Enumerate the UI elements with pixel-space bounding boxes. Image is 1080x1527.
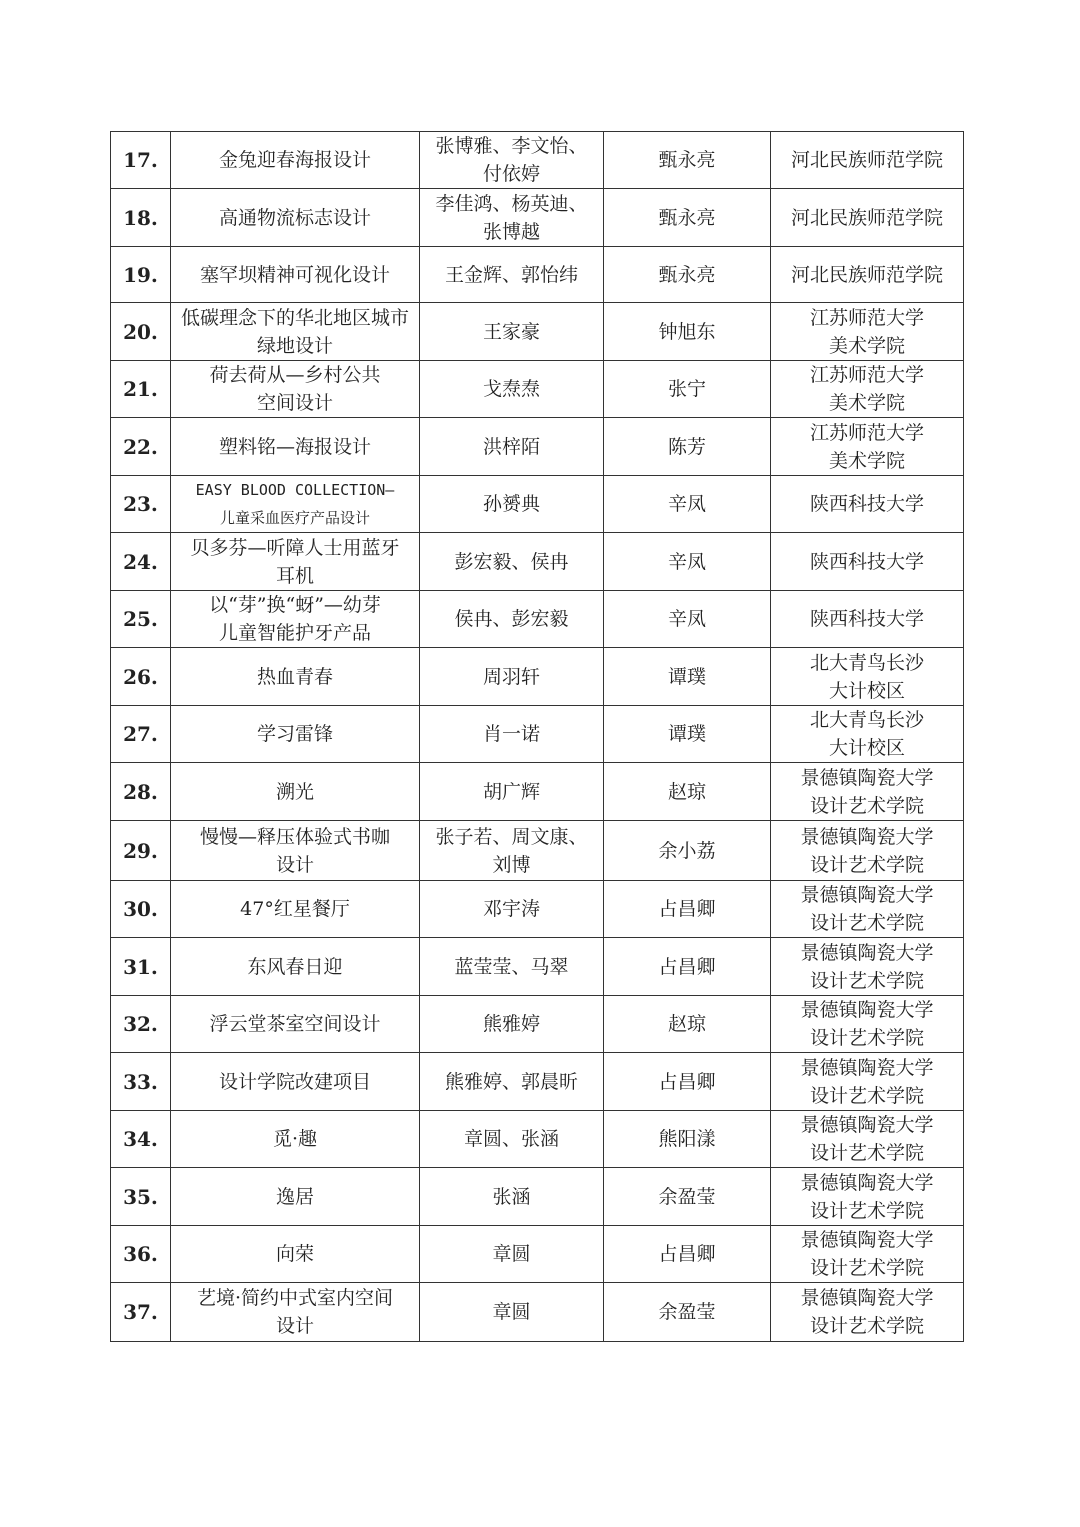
cell-authors — [420, 938, 604, 996]
cell-school-line: 江苏师范大学 — [809, 421, 924, 444]
cell-school-line: 设计艺术学院 — [809, 969, 924, 992]
cell-school-line: 景德镇陶瓷大学 — [800, 1229, 934, 1251]
cell-authors — [420, 1168, 604, 1226]
cell-advisor-line: 张宁 — [667, 378, 706, 400]
cell-authors — [420, 476, 604, 533]
table-row — [111, 1283, 964, 1342]
cell-title-line: 塞罕坝精神可视化设计 — [199, 263, 390, 286]
cell-authors-line: 彭宏毅、侯冉 — [454, 550, 569, 573]
cell-authors — [420, 132, 604, 189]
cell-number: 28. — [111, 763, 171, 821]
cell-title-line: 荷去荷从—乡村公共 — [209, 364, 381, 386]
cell-advisor — [604, 476, 771, 533]
cell-title — [171, 1053, 420, 1111]
cell-title-line: 耳机 — [275, 564, 314, 587]
cell-title — [171, 881, 420, 938]
cell-authors-line: 蓝莹莹、马翠 — [454, 955, 569, 978]
cell-authors — [420, 763, 604, 821]
cell-authors — [420, 361, 604, 418]
cell-number: 27. — [111, 706, 171, 763]
cell-school — [771, 303, 964, 361]
cell-school — [771, 533, 964, 591]
cell-title — [171, 648, 420, 706]
cell-number: 31. — [111, 938, 171, 996]
table-row — [111, 132, 964, 189]
table-row — [111, 938, 964, 996]
cell-authors-line: 王金辉、郭怡纬 — [444, 263, 578, 286]
table-row — [111, 881, 964, 938]
cell-school-line: 设计艺术学院 — [809, 1257, 924, 1279]
cell-advisor — [604, 132, 771, 189]
cell-school-line: 设计艺术学院 — [809, 1315, 924, 1337]
cell-authors — [420, 1226, 604, 1283]
cell-advisor — [604, 1226, 771, 1283]
cell-advisor-line: 余盈莹 — [658, 1301, 716, 1323]
table-row — [111, 1168, 964, 1226]
cell-title — [171, 1111, 420, 1168]
table-row — [111, 648, 964, 706]
cell-title-line: EASY BLOOD COLLECTION— — [195, 481, 395, 499]
cell-school-line: 设计艺术学院 — [809, 1142, 924, 1164]
cell-title — [171, 821, 420, 881]
cell-title-line: 儿童采血医疗产品设计 — [219, 509, 370, 527]
cell-school-line: 设计艺术学院 — [809, 1084, 924, 1107]
cell-authors-line: 张涵 — [492, 1185, 531, 1208]
cell-number: 22. — [111, 418, 171, 476]
cell-school-line: 大计校区 — [828, 737, 905, 759]
cell-number: 17. — [111, 132, 171, 189]
cell-school — [771, 1111, 964, 1168]
cell-advisor-line: 甄永亮 — [658, 206, 716, 229]
cell-advisor-line: 陈芳 — [667, 435, 706, 458]
cell-school — [771, 476, 964, 533]
cell-title — [171, 189, 420, 247]
cell-authors-line: 侯冉、彭宏毅 — [454, 608, 569, 630]
cell-authors-line: 章圆 — [492, 1243, 531, 1265]
cell-school-line: 景德镇陶瓷大学 — [800, 941, 934, 964]
cell-advisor — [604, 189, 771, 247]
cell-advisor — [604, 881, 771, 938]
cell-school-line: 景德镇陶瓷大学 — [800, 1114, 934, 1136]
cell-title-line: 低碳理念下的华北地区城市 — [180, 306, 409, 329]
cell-school — [771, 189, 964, 247]
cell-advisor — [604, 247, 771, 303]
cell-school-line: 景德镇陶瓷大学 — [800, 999, 934, 1021]
cell-school-line: 设计艺术学院 — [809, 912, 924, 934]
cell-authors — [420, 648, 604, 706]
cell-school-line: 河北民族师范学院 — [790, 263, 943, 286]
cell-school-line: 景德镇陶瓷大学 — [800, 825, 934, 848]
cell-advisor — [604, 938, 771, 996]
cell-advisor — [604, 591, 771, 648]
cell-advisor-line: 辛凤 — [667, 550, 706, 573]
cell-number: 29. — [111, 821, 171, 881]
table-row — [111, 763, 964, 821]
cell-school — [771, 996, 964, 1053]
cell-advisor-line: 余小荔 — [658, 839, 716, 862]
cell-number: 23. — [111, 476, 171, 533]
table-row — [111, 1111, 964, 1168]
cell-advisor — [604, 1111, 771, 1168]
table-row — [111, 1053, 964, 1111]
cell-title-line: 浮云堂茶室空间设计 — [209, 1013, 381, 1035]
cell-school — [771, 418, 964, 476]
cell-authors — [420, 189, 604, 247]
cell-advisor-line: 辛凤 — [667, 493, 706, 515]
cell-school-line: 设计艺术学院 — [809, 1027, 924, 1049]
cell-number: 21. — [111, 361, 171, 418]
cell-school — [771, 1053, 964, 1111]
cell-title — [171, 591, 420, 648]
cell-title-line: 逸居 — [275, 1185, 314, 1208]
cell-advisor-line: 占昌卿 — [658, 1243, 716, 1265]
cell-title — [171, 476, 420, 533]
cell-number: 32. — [111, 996, 171, 1053]
cell-title-line: 高通物流标志设计 — [218, 206, 371, 229]
cell-school-line: 河北民族师范学院 — [790, 206, 943, 229]
cell-title-line: 塑料铭—海报设计 — [218, 435, 371, 458]
cell-school-line: 设计艺术学院 — [809, 853, 924, 876]
cell-advisor-line: 熊阳漾 — [658, 1128, 716, 1150]
cell-school — [771, 763, 964, 821]
cell-title — [171, 533, 420, 591]
cell-authors-line: 张子若、周文康、 — [435, 825, 588, 848]
cell-authors-line: 邓宇涛 — [482, 898, 540, 920]
cell-advisor-line: 甄永亮 — [658, 149, 716, 171]
cell-school-line: 北大青鸟长沙 — [809, 651, 924, 674]
cell-school-line: 设计艺术学院 — [809, 1199, 924, 1222]
cell-authors — [420, 881, 604, 938]
cell-school-line: 江苏师范大学 — [809, 364, 924, 386]
cell-school-line: 江苏师范大学 — [809, 306, 924, 329]
cell-school-line: 河北民族师范学院 — [790, 149, 943, 171]
cell-school-line: 景德镇陶瓷大学 — [800, 1171, 934, 1194]
table-row — [111, 247, 964, 303]
cell-title-line: 设计学院改建项目 — [218, 1070, 371, 1093]
cell-title-line: 绿地设计 — [256, 334, 333, 357]
cell-advisor-line: 占昌卿 — [658, 1070, 716, 1093]
cell-school-line: 陕西科技大学 — [809, 608, 924, 630]
table-row — [111, 189, 964, 247]
cell-authors — [420, 706, 604, 763]
cell-advisor — [604, 706, 771, 763]
cell-advisor — [604, 763, 771, 821]
cell-authors-line: 付依婷 — [482, 163, 540, 185]
cell-authors-line: 洪梓陌 — [482, 435, 540, 458]
cell-title — [171, 996, 420, 1053]
cell-authors — [420, 1053, 604, 1111]
cell-authors-line: 胡广辉 — [482, 780, 540, 803]
cell-title-line: 东风春日迎 — [247, 955, 343, 978]
cell-advisor-line: 占昌卿 — [658, 898, 716, 920]
cell-advisor-line: 余盈莹 — [658, 1185, 716, 1208]
cell-title — [171, 361, 420, 418]
cell-school — [771, 648, 964, 706]
cell-school-line: 美术学院 — [828, 449, 905, 472]
table-row — [111, 706, 964, 763]
cell-authors — [420, 533, 604, 591]
cell-school-line: 景德镇陶瓷大学 — [800, 1056, 934, 1079]
cell-authors — [420, 591, 604, 648]
cell-advisor — [604, 821, 771, 881]
cell-authors — [420, 303, 604, 361]
cell-advisor-line: 谭璞 — [667, 723, 706, 745]
cell-title-line: 以“芽”换“蚜”—幼芽 — [209, 594, 381, 616]
cell-advisor — [604, 648, 771, 706]
cell-authors-line: 戈焘焘 — [482, 378, 540, 400]
cell-title — [171, 132, 420, 189]
cell-advisor-line: 占昌卿 — [658, 955, 716, 978]
cell-school-line: 陕西科技大学 — [809, 550, 924, 573]
cell-title-line: 空间设计 — [256, 392, 333, 414]
cell-number: 20. — [111, 303, 171, 361]
cell-authors-line: 章圆、张涵 — [463, 1128, 559, 1150]
cell-title-line: 设计 — [275, 1315, 314, 1337]
cell-title — [171, 706, 420, 763]
cell-school — [771, 938, 964, 996]
cell-number: 36. — [111, 1226, 171, 1283]
cell-advisor — [604, 1053, 771, 1111]
table-row — [111, 591, 964, 648]
table-row — [111, 821, 964, 881]
cell-school-line: 大计校区 — [828, 679, 905, 702]
cell-school — [771, 247, 964, 303]
cell-authors — [420, 1283, 604, 1342]
cell-title — [171, 303, 420, 361]
cell-title-line: 设计 — [275, 853, 314, 876]
cell-authors-line: 刘博 — [492, 853, 531, 876]
cell-school-line: 北大青鸟长沙 — [809, 709, 924, 731]
cell-school — [771, 821, 964, 881]
cell-school-line: 景德镇陶瓷大学 — [800, 884, 934, 906]
cell-title-line: 觅·趣 — [272, 1128, 318, 1150]
table-row — [111, 418, 964, 476]
cell-advisor-line: 甄永亮 — [658, 263, 716, 286]
cell-school — [771, 1283, 964, 1342]
cell-advisor — [604, 361, 771, 418]
cell-authors — [420, 821, 604, 881]
cell-title — [171, 763, 420, 821]
cell-advisor — [604, 1283, 771, 1342]
table-row — [111, 533, 964, 591]
cell-title-line: 慢慢—释压体验式书咖 — [199, 825, 390, 848]
cell-advisor-line: 钟旭东 — [658, 320, 716, 343]
cell-title-line: 47°红星餐厅 — [240, 898, 350, 920]
cell-title — [171, 938, 420, 996]
cell-authors-line: 孙赟典 — [482, 493, 540, 515]
cell-advisor — [604, 303, 771, 361]
cell-title-line: 艺境·简约中式室内空间 — [196, 1287, 394, 1309]
cell-school — [771, 361, 964, 418]
cell-advisor — [604, 1168, 771, 1226]
cell-school — [771, 591, 964, 648]
cell-authors — [420, 1111, 604, 1168]
cell-number: 25. — [111, 591, 171, 648]
cell-authors-line: 张博越 — [482, 220, 540, 243]
cell-authors — [420, 247, 604, 303]
cell-authors-line: 肖一诺 — [482, 723, 540, 745]
cell-advisor-line: 赵琼 — [667, 780, 706, 803]
cell-title — [171, 1168, 420, 1226]
cell-title-line: 向荣 — [275, 1243, 314, 1265]
cell-title-line: 学习雷锋 — [256, 723, 333, 745]
cell-authors-line: 章圆 — [492, 1301, 531, 1323]
cell-title-line: 金兔迎春海报设计 — [218, 149, 371, 171]
cell-title — [171, 247, 420, 303]
cell-number: 18. — [111, 189, 171, 247]
cell-school-line: 设计艺术学院 — [809, 794, 924, 817]
cell-school — [771, 1168, 964, 1226]
cell-authors-line: 王家豪 — [482, 320, 540, 343]
cell-number: 34. — [111, 1111, 171, 1168]
cell-advisor — [604, 996, 771, 1053]
cell-school — [771, 132, 964, 189]
cell-number: 26. — [111, 648, 171, 706]
cell-advisor — [604, 533, 771, 591]
cell-school-line: 景德镇陶瓷大学 — [800, 1287, 934, 1309]
cell-advisor — [604, 418, 771, 476]
cell-number: 33. — [111, 1053, 171, 1111]
cell-authors-line: 周羽轩 — [482, 665, 540, 688]
cell-authors-line: 熊雅婷 — [482, 1013, 540, 1035]
cell-number: 24. — [111, 533, 171, 591]
cell-authors-line: 李佳鸿、杨英迪、 — [435, 192, 588, 215]
cell-advisor-line: 辛凤 — [667, 608, 706, 630]
cell-school-line: 美术学院 — [828, 334, 905, 357]
table-row — [111, 303, 964, 361]
cell-school — [771, 881, 964, 938]
cell-title — [171, 418, 420, 476]
cell-authors — [420, 418, 604, 476]
cell-school-line: 陕西科技大学 — [809, 493, 924, 515]
cell-title-line: 儿童智能护牙产品 — [218, 622, 371, 644]
table-row — [111, 361, 964, 418]
cell-number: 35. — [111, 1168, 171, 1226]
cell-title-line: 溯光 — [275, 780, 314, 803]
cell-authors-line: 熊雅婷、郭晨昕 — [444, 1070, 578, 1093]
cell-number: 37. — [111, 1283, 171, 1342]
cell-title-line: 贝多芬—听障人士用蓝牙 — [190, 536, 400, 559]
table-row — [111, 996, 964, 1053]
table-row — [111, 476, 964, 533]
award-list-table — [110, 131, 964, 1342]
cell-school — [771, 706, 964, 763]
cell-number: 19. — [111, 247, 171, 303]
cell-school-line: 美术学院 — [828, 392, 905, 414]
cell-school — [771, 1226, 964, 1283]
cell-authors-line: 张博雅、李文怡、 — [435, 135, 588, 157]
cell-advisor-line: 谭璞 — [667, 665, 706, 688]
table-row — [111, 1226, 964, 1283]
cell-number: 30. — [111, 881, 171, 938]
cell-title-line: 热血青春 — [256, 665, 333, 688]
award-list-body — [111, 132, 964, 1342]
cell-school-line: 景德镇陶瓷大学 — [800, 766, 934, 789]
cell-advisor-line: 赵琼 — [667, 1013, 706, 1035]
cell-authors — [420, 996, 604, 1053]
cell-title — [171, 1226, 420, 1283]
cell-title — [171, 1283, 420, 1342]
